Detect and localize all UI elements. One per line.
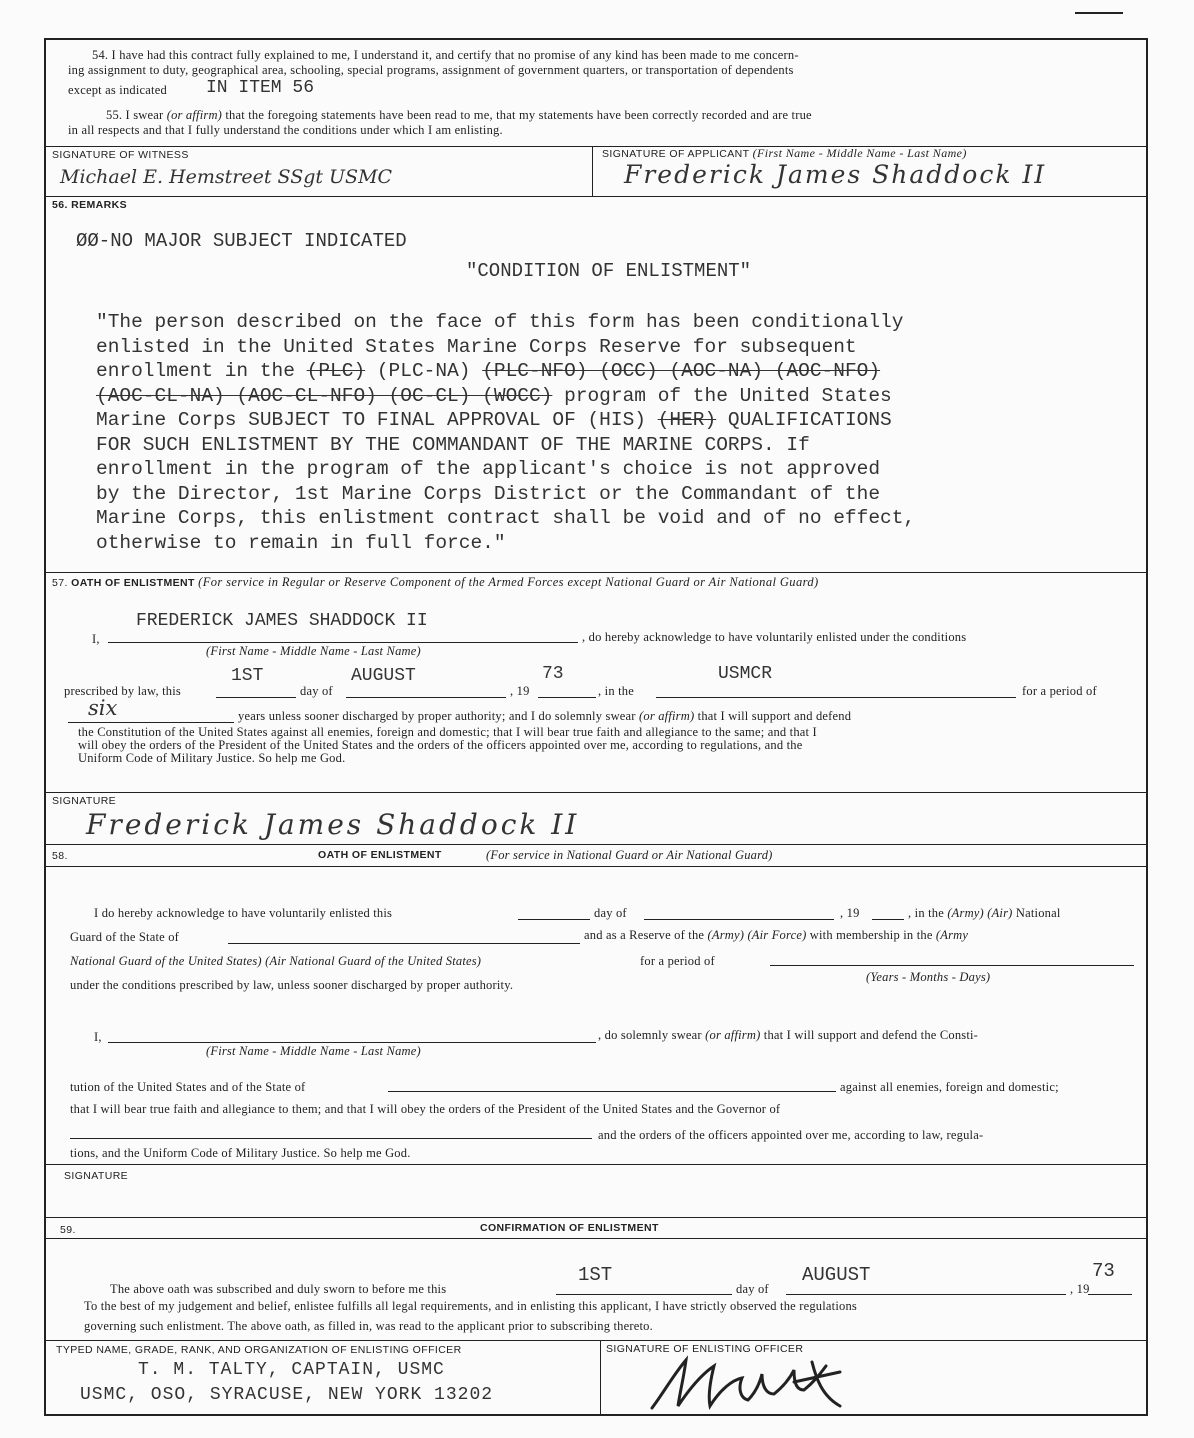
- item58-month-line[interactable]: [644, 907, 834, 920]
- remarks-p1: "The person described on the face of this form has been conditionally: [96, 311, 904, 333]
- remarks-p3c: (PLC-NA): [376, 360, 471, 382]
- item58-sig-label: SIGNATURE: [64, 1170, 129, 1182]
- item58-num: 58.: [52, 850, 68, 862]
- item59-year: 73: [1092, 1260, 1115, 1282]
- item58-affirm: (or affirm): [705, 1028, 761, 1042]
- remarks-p6: FOR SUCH ENLISTMENT BY THE COMMANDANT OF THE MARINE CORPS. If: [96, 433, 810, 456]
- remarks-p4: [96, 384, 1156, 409]
- remarks-p5c: QUALIFICATIONS: [727, 409, 892, 431]
- remarks-p3b: (PLC): [306, 360, 366, 382]
- officer-sig-label: SIGNATURE OF ENLISTING OFFICER: [606, 1343, 804, 1355]
- divider: [46, 1238, 1146, 1239]
- divider: [600, 1340, 601, 1416]
- item58-l7: that I will bear true faith and allegiance to them; and that I will obey the orders of the President of the United States and the Governor of: [70, 1102, 781, 1116]
- remarks-heading: "CONDITION OF ENLISTMENT": [466, 260, 752, 282]
- item57-year-line: [538, 685, 596, 698]
- item58-sub: (For service in National Guard or Air National Guard): [486, 848, 773, 862]
- divider: [46, 792, 1146, 793]
- item58-reserve: and as a Reserve of the: [584, 928, 705, 942]
- item57-i: I,: [92, 632, 100, 646]
- divider: [46, 146, 1146, 147]
- divider: [46, 1340, 1146, 1341]
- item58-l9: tions, and the Uniform Code of Military Justice. So help me God.: [70, 1146, 411, 1160]
- applicant-label: [602, 146, 967, 161]
- item57-name-line: [108, 630, 578, 643]
- remarks-p9: Marine Corps, this enlistment contract shall be void and of no effect,: [96, 507, 916, 529]
- item58-l5: [598, 1028, 978, 1043]
- officer-label: TYPED NAME, GRADE, RANK, AND ORGANIZATION OF ENLISTING OFFICER: [56, 1344, 462, 1356]
- item57-text-l2: the Constitution of the United States against all enemies, foreign and domestic; that I will bear true faith and allegiance to the same; and that I: [78, 725, 817, 739]
- remarks-p7: enrollment in the program of the applicant's choice is not approved: [96, 458, 881, 480]
- item57-day-line: [216, 685, 296, 698]
- item58-l6a: tution of the United States and of the State of: [70, 1080, 306, 1094]
- item57-num: 57.: [52, 577, 68, 589]
- applicant-label-sub: (First Name - Middle Name - Last Name): [752, 146, 967, 160]
- divider: [46, 1164, 1146, 1165]
- remarks-p5a: Marine Corps SUBJECT TO FINAL APPROVAL OF (HIS): [96, 409, 646, 431]
- officer-line2: USMC, OSO, SYRACUSE, NEW YORK 13202: [80, 1385, 494, 1405]
- item54-line2: ing assignment to duty, geographical area, schooling, special programs, assignment of government quarters, or transportation of dependents: [68, 63, 794, 77]
- item57-component-line: [656, 685, 1016, 698]
- item58-l3b: for a period of: [640, 954, 715, 968]
- item57-period: for a period of: [1022, 684, 1097, 698]
- remarks-label: 56. REMARKS: [52, 199, 127, 211]
- item58-l1d: [908, 906, 1061, 921]
- divider: [46, 866, 1146, 867]
- item59-l2: To the best of my judgement and belief, enlistee fulfills all legal requirements, and in enlisting this applicant, I have strictly observed the regulations: [84, 1299, 857, 1313]
- item58-period-line[interactable]: [770, 953, 1134, 966]
- remarks-p5b: (HER): [657, 409, 717, 431]
- divider: [46, 196, 1146, 197]
- remarks-p10: otherwise to remain in full force.": [96, 531, 506, 554]
- top-dash-mark: [1075, 12, 1123, 14]
- applicant-signature: Frederick James Shaddock II: [624, 160, 1047, 189]
- item55-text: that the foregoing statements have been read to me, that my statements have been correctly recorded and are true: [225, 108, 812, 122]
- item59-year-line: [1088, 1282, 1132, 1295]
- item58-state2-line[interactable]: [388, 1079, 836, 1092]
- item58-army-air: (Army) (Air): [947, 906, 1013, 920]
- item57-ack: , do hereby acknowledge to have voluntarily enlisted under the conditions: [582, 630, 967, 644]
- remarks-p8: by the Director, 1st Marine Corps District or the Commandant of the: [96, 482, 881, 505]
- item59-l1a: The above oath was subscribed and duly sworn to before me this: [110, 1282, 447, 1296]
- item55-affirm: (or affirm): [166, 108, 223, 122]
- item58-l2: [584, 928, 968, 943]
- divider: [592, 146, 593, 196]
- item59-day: 1ST: [578, 1264, 613, 1286]
- item57-day-of: day of: [300, 684, 333, 698]
- item57-label: [52, 575, 819, 590]
- item57-component: USMCR: [718, 664, 773, 684]
- item58-national: National: [1015, 906, 1061, 920]
- item57-year: 73: [542, 664, 564, 684]
- item57-signature: Frederick James Shaddock II: [86, 808, 580, 841]
- item58-l5a: I,: [94, 1030, 102, 1044]
- item57-years-text-a: years unless sooner discharged by proper authority; and I do solemnly swear: [238, 709, 636, 723]
- item59-l1c: , 19: [1070, 1282, 1090, 1296]
- item58-army: (Army: [935, 928, 969, 942]
- remarks-p3d: (PLC-NFO) (OCC) (AOC-NA) (AOC-NFO): [482, 360, 881, 382]
- item55-line2: in all respects and that I fully understand the conditions under which I am enlisting.: [68, 123, 503, 137]
- item58-l8: and the orders of the officers appointed over me, according to law, regula-: [598, 1128, 984, 1142]
- item58-year-line[interactable]: [872, 907, 904, 920]
- remarks-p3a: enrollment in the: [96, 360, 295, 382]
- item58-l5caption: (First Name - Middle Name - Last Name): [206, 1044, 421, 1058]
- divider: [46, 572, 1146, 573]
- remarks-p4a: (AOC-CL-NA) (AOC-CL-NFO) (OC-CL) (WOCC): [96, 384, 553, 407]
- item59-num: 59.: [60, 1224, 76, 1236]
- item59-l3: governing such enlistment. The above oath, as filled in, was read to the applicant prior to subscribing thereto.: [84, 1319, 653, 1333]
- item58-swear: , do solemnly swear: [598, 1028, 702, 1042]
- remarks-p4b: program of the United States: [564, 384, 892, 407]
- item55-line1: [106, 108, 812, 123]
- remarks-p3: [96, 359, 1156, 384]
- item57-text-l3: will obey the orders of the President of the United States and the orders of the officers appointed over me, according to regulations, and the: [78, 738, 803, 752]
- item57-years: six: [88, 696, 118, 720]
- item57-years-text-b: that I will support and defend: [697, 709, 852, 723]
- item58-name-line[interactable]: [108, 1030, 596, 1043]
- divider: [46, 1217, 1146, 1218]
- item58-l1a: I do hereby acknowledge to have voluntarily enlisted this: [94, 906, 393, 920]
- item57-sig-label: SIGNATURE: [52, 795, 117, 807]
- item57-nineteen: , 19: [510, 684, 530, 698]
- divider: [46, 844, 1146, 845]
- item58-governor-line[interactable]: [70, 1126, 592, 1139]
- item58-day-line[interactable]: [518, 907, 590, 920]
- item58-army-airforce: (Army) (Air Force): [707, 928, 807, 942]
- officer-line1: T. M. TALTY, CAPTAIN, USMC: [138, 1360, 445, 1380]
- item54-line3: except as indicated: [68, 83, 167, 97]
- item57-day: 1ST: [231, 666, 264, 686]
- item57-name: FREDERICK JAMES SHADDOCK II: [136, 611, 428, 631]
- item57-month-line: [346, 685, 506, 698]
- item59-l1b: day of: [736, 1282, 769, 1296]
- item58-l1b: day of: [594, 906, 627, 920]
- item57-text-l4: Uniform Code of Military Justice. So help me God.: [78, 751, 346, 765]
- remarks-paragraph: [96, 310, 1156, 555]
- remarks-p2: enlisted in the United States Marine Corps Reserve for subsequent: [96, 335, 857, 358]
- item57-month: AUGUST: [351, 666, 416, 686]
- item57-prescribed: prescribed by law, this: [64, 684, 181, 698]
- officer-signature: [644, 1352, 874, 1414]
- item58-in-the: , in the: [908, 906, 944, 920]
- item58-l1c: , 19: [840, 906, 860, 920]
- item58-state-line[interactable]: [228, 931, 580, 944]
- item59-title: CONFIRMATION OF ENLISTMENT: [480, 1222, 659, 1234]
- item57-sub: (For service in Regular or Reserve Component of the Armed Forces except National Guard or Air National Guard): [198, 575, 819, 589]
- item57-name-caption: (First Name - Middle Name - Last Name): [206, 644, 421, 658]
- item57-or-affirm: (or affirm): [639, 709, 695, 723]
- item55-swear: 55. I swear: [106, 108, 164, 122]
- enlistment-form: [44, 38, 1148, 1416]
- item58-support: that I will support and defend the Consti-: [763, 1028, 979, 1042]
- remarks-line1: ØØ-NO MAJOR SUBJECT INDICATED: [76, 230, 407, 252]
- item57-in-the: , in the: [598, 684, 634, 698]
- item58-membership: with membership in the: [809, 928, 933, 942]
- remarks-p5: [96, 408, 1156, 433]
- item57-title: OATH OF ENLISTMENT: [71, 577, 195, 589]
- item58-l2a: Guard of the State of: [70, 930, 180, 944]
- item57-years-text: [238, 709, 851, 724]
- item58-title: OATH OF ENLISTMENT: [318, 849, 442, 861]
- applicant-label-text: SIGNATURE OF APPLICANT: [602, 148, 750, 160]
- item58-l6b: against all enemies, foreign and domestic;: [840, 1080, 1059, 1094]
- item54-line1: 54. I have had this contract fully explained to me, I understand it, and certify that no promise of any kind has been made to me concern-: [92, 48, 799, 62]
- item58-l3caption: (Years - Months - Days): [866, 970, 991, 984]
- item54-value: IN ITEM 56: [206, 78, 315, 98]
- witness-label: SIGNATURE OF WITNESS: [52, 149, 189, 161]
- item58-l3a: National Guard of the United States) (Air National Guard of the United States): [70, 954, 482, 968]
- item58-l4: under the conditions prescribed by law, unless sooner discharged by proper authority.: [70, 978, 514, 992]
- item59-month: AUGUST: [802, 1264, 871, 1286]
- witness-signature: Michael E. Hemstreet SSgt USMC: [60, 166, 393, 188]
